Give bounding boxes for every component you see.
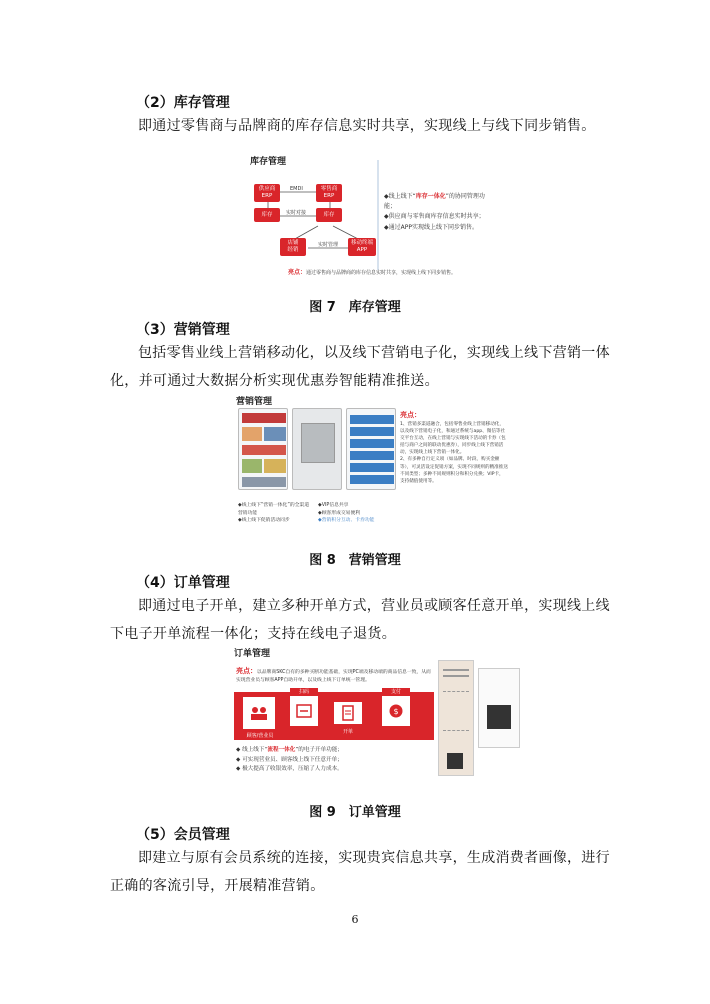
- right-bullet-2: ◆顾客形成交易便利: [318, 510, 361, 516]
- mobile-order-screen: [478, 668, 520, 748]
- section-body-orders: 即通过电子开单，建立多种开单方式，营业员或顾客任意开单，实现线上线下电子开单流程一体化；支持在线电子退货。: [110, 598, 610, 642]
- section-body-marketing: 包括零售业线上营销移动化，以及线下营销电子化，实现线上线下营销一体化，并可通过大数据分析实现优惠券智能精准推送。: [110, 345, 610, 389]
- edge-label-sync: 实时对接: [286, 210, 307, 216]
- section-heading-marketing: （3）营销管理: [136, 322, 230, 338]
- figure-caption-9: 图 9 订单管理: [309, 805, 401, 820]
- payment-icon: [382, 696, 410, 726]
- step-label-3: 开单: [342, 729, 353, 735]
- node-stock-left: 库存: [254, 208, 280, 222]
- edge-label-manage: 实时管理: [318, 242, 339, 248]
- marketing-left-bullets: [238, 502, 312, 525]
- point-1: 1、营销多渠道融合，包括零售业线上营销移动化，以及线下营销电子化，和通过系统与app、微信等社交平台互动，在线上营销与实现线下活动的卡券（包括与商户之间的联动优惠券），同步线上线下营销活动，实现线上线下营销一体化。: [400, 421, 506, 456]
- node-supplier-erp: 供应商 ERP: [254, 184, 280, 202]
- section-heading-membership: （5）会员管理: [136, 827, 230, 843]
- highlight-label: 亮点：: [288, 269, 307, 276]
- right-bullet-3: ◆营销积分互动、卡券功能: [318, 518, 375, 524]
- step-label-1: 顾客/营业员: [246, 733, 274, 739]
- node-retailer-erp: 零售商 ERP: [316, 184, 342, 202]
- point-2: 2、有多种自行定义项（如品牌、时段、购买金额等），可灵活设定促销方案，实现不同规则的精准推送不同类型；多种不同规则积分和积分兑换；VIP卡，支持储值使用等。: [400, 457, 508, 484]
- figure-bullets: [384, 192, 494, 233]
- phone-screenshot-2: [292, 408, 342, 490]
- figure-inventory-management: [238, 150, 498, 280]
- section-heading-inventory: （2）库存管理: [136, 95, 230, 111]
- order-highlight: [236, 666, 432, 685]
- figure-title: 库存管理: [250, 157, 287, 167]
- bullet-3: ◆ 极大提高了收银效率，压缩了人力成本。: [236, 766, 343, 772]
- marketing-highlights: [400, 410, 508, 485]
- figure-order-management: [230, 644, 522, 788]
- invoice-icon: [334, 702, 362, 724]
- highlight-text: 以品牌商SKC自有的多种买断功能基础，实现PC端及移动端的商品信息一致，从而实现营业员与顾客APP自助开单，以及线上线下订单统一管理。: [236, 670, 431, 684]
- step-label-4: 支付: [382, 688, 410, 695]
- bullet-3: ◆通过APP实现线上线下同步销售。: [384, 223, 478, 231]
- order-bullets: [236, 746, 436, 775]
- node-stock-right: 库存: [316, 208, 342, 222]
- highlight-text: 通过零售商与品牌商的库存信息实时共享，实现线上线下同步销售。: [306, 270, 457, 276]
- bullet-2: ◆供应商与零售商库存信息实时共享；: [384, 213, 485, 221]
- highlight-label: 亮点：: [400, 411, 421, 419]
- bullet-highlight: 流程一体化: [267, 747, 296, 753]
- figure-title: 订单管理: [234, 649, 271, 659]
- bullet-highlight: 库存一体化: [415, 193, 446, 200]
- bullet-1: ◆ 线上线下“流程一体化”的电子开单功能；: [236, 747, 343, 753]
- figure-marketing-management: [232, 392, 510, 540]
- right-bullet-1: ◆VIP信息共享: [318, 503, 349, 508]
- phone-screenshot-3: [346, 408, 396, 490]
- section-body-membership: 即建立与原有会员系统的连接，实现贵宾信息共享，生成消费者画像，进行正确的客流引导，开展精准营销。: [110, 850, 610, 894]
- step-label-2: 扫码: [290, 688, 318, 695]
- left-bullet-1: ◆线上线下“营销一体化”的全渠道营销功能: [238, 503, 310, 516]
- figure-highlight: [288, 268, 498, 278]
- figure-caption-8: 图 8 营销管理: [309, 553, 401, 568]
- marketing-right-bullets: [318, 502, 398, 525]
- node-store-mgmt: 店铺 经销: [280, 238, 306, 256]
- edge-label-emdi: EMDI: [290, 186, 303, 192]
- bullet-2: ◆ 可实现营业员、顾客线上线下任意开单；: [236, 756, 343, 763]
- section-heading-orders: （4）订单管理: [136, 575, 230, 591]
- section-body-inventory: 即通过零售商与品牌商的库存信息实时共享，实现线上与线下同步销售。: [138, 118, 596, 134]
- figure-title: 营销管理: [236, 397, 273, 407]
- people-icon: [242, 696, 276, 730]
- scan-icon: [290, 696, 318, 726]
- node-mobile-app: 移动终端 APP: [348, 238, 376, 256]
- svg-text:$: $: [393, 707, 399, 716]
- receipt-image: [438, 660, 474, 776]
- qr-code-icon: [487, 705, 511, 729]
- bullet-1: ◆线上线下“库存一体化”的协同管理功能；: [384, 193, 485, 211]
- figure-caption-7: 图 7 库存管理: [309, 300, 401, 315]
- phone-screenshot-1: [238, 408, 288, 490]
- left-bullet-2: ◆线上线下促销活动同步: [238, 518, 290, 524]
- highlight-label: 亮点：: [236, 667, 257, 675]
- page-number: 6: [351, 913, 359, 926]
